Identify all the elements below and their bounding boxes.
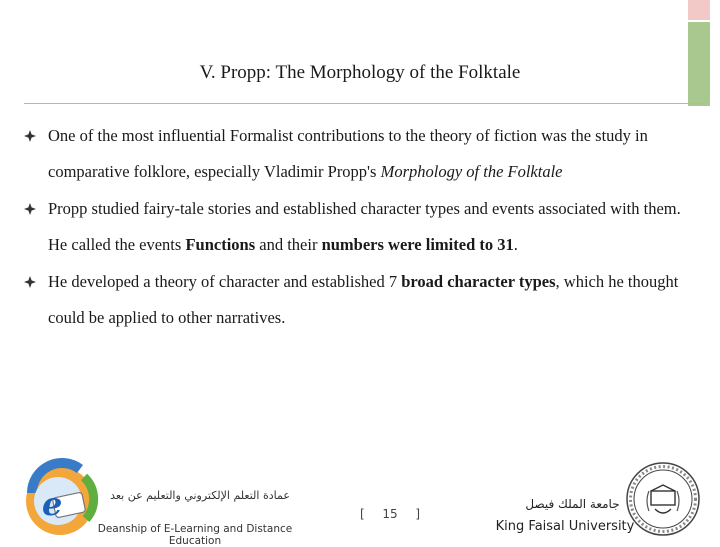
bullet-item-1 [24, 118, 694, 190]
bullet-list [24, 118, 694, 336]
text-run-italic: Morphology of the Folktale [380, 162, 563, 181]
text-run: Propp studied fairy-tale stories and established character types and events associated with them. He called the events [48, 199, 681, 254]
diamond-bullet-icon [24, 203, 36, 215]
diamond-bullet-icon [24, 276, 36, 288]
slide-footer [0, 455, 720, 547]
page-bracket-open: [ [360, 507, 365, 521]
university-arabic-name: جامعة الملك فيصل [525, 497, 620, 511]
bullet-text [48, 199, 681, 254]
bullet-text [48, 272, 678, 327]
corner-accent-pink [688, 0, 710, 20]
diamond-bullet-icon [24, 130, 36, 142]
slide-title: V. Propp: The Morphology of the Folktale [199, 62, 521, 83]
text-run: . [513, 235, 518, 254]
page-bracket-close: ] [415, 507, 420, 521]
deanship-arabic-name: عمادة التعلم الإلكتروني والتعليم عن بعد [110, 489, 290, 502]
bullet-text [48, 126, 648, 181]
page-number [360, 507, 420, 521]
page-number-value: 15 [382, 507, 398, 521]
text-run-bold: broad character types [401, 272, 556, 291]
text-run: , which he thought could be applied to other narratives. [48, 272, 679, 327]
title-divider [24, 103, 706, 104]
text-run-bold: numbers were limited to 31 [321, 235, 514, 254]
university-english-name: King Faisal University [495, 519, 635, 534]
svg-text:e: e [42, 485, 63, 523]
bullet-item-3 [24, 264, 694, 336]
text-run: and their [255, 235, 322, 254]
text-run-bold: Functions [185, 235, 256, 254]
bullet-item-2 [24, 191, 694, 263]
text-run: One of the most influential Formalist contributions to the theory of fiction was the study in comparative folklore, especially Vladimir Propp's [48, 126, 648, 181]
university-seal-icon [625, 461, 701, 537]
deanship-english-name: Deanship of E-Learning and Distance Education [97, 523, 293, 547]
text-run: He developed a theory of character and established 7 [48, 272, 402, 291]
